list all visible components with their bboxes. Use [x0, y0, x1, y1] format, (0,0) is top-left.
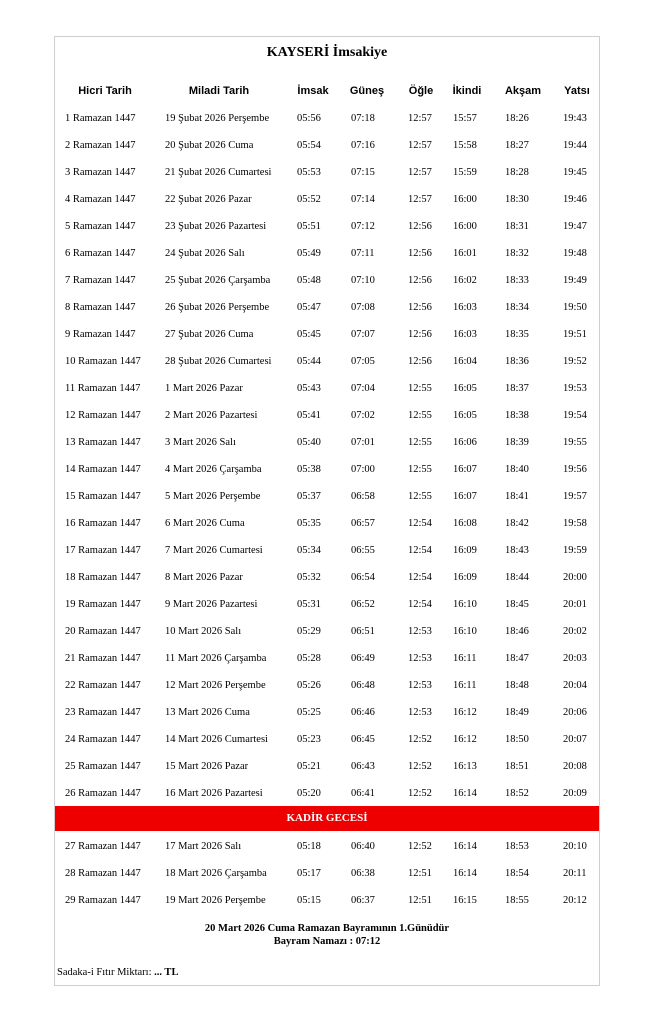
header-miladi: Miladi Tarih	[188, 85, 250, 97]
cell-aksam: 18:44	[505, 572, 529, 583]
cell-gunes: 06:48	[351, 680, 375, 691]
cell-gunes: 06:57	[351, 518, 375, 529]
cell-ogle: 12:55	[408, 491, 432, 502]
cell-miladi: 17 Mart 2026 Salı	[165, 841, 242, 852]
imsakiye-page	[54, 36, 600, 986]
cell-ikindi: 16:12	[453, 707, 477, 718]
cell-imsak: 05:54	[297, 140, 321, 151]
cell-imsak: 05:41	[297, 410, 321, 421]
cell-gunes: 06:46	[351, 707, 375, 718]
cell-ikindi: 16:11	[453, 653, 477, 664]
table-row	[55, 213, 599, 240]
cell-hicri: 22 Ramazan 1447	[65, 680, 141, 691]
cell-miladi: 6 Mart 2026 Cuma	[165, 518, 245, 529]
header-yatsi: Yatsı	[564, 85, 590, 97]
cell-aksam: 18:30	[505, 194, 529, 205]
cell-aksam: 18:54	[505, 868, 529, 879]
cell-imsak: 05:17	[297, 868, 321, 879]
cell-miladi: 23 Şubat 2026 Pazartesi	[165, 221, 267, 232]
cell-yatsi: 19:47	[563, 221, 587, 232]
cell-aksam: 18:47	[505, 653, 529, 664]
cell-gunes: 06:38	[351, 868, 375, 879]
cell-yatsi: 20:04	[563, 680, 587, 691]
cell-ogle: 12:52	[408, 788, 432, 799]
cell-ogle: 12:55	[408, 383, 432, 394]
table-row	[55, 618, 599, 645]
cell-miladi: 2 Mart 2026 Pazartesi	[165, 410, 258, 421]
cell-miladi: 13 Mart 2026 Cuma	[165, 707, 250, 718]
cell-yatsi: 19:43	[563, 113, 587, 124]
cell-imsak: 05:37	[297, 491, 321, 502]
cell-aksam: 18:46	[505, 626, 529, 637]
cell-hicri: 24 Ramazan 1447	[65, 734, 141, 745]
cell-miladi: 25 Şubat 2026 Çarşamba	[165, 275, 271, 286]
table-row	[55, 429, 599, 456]
cell-hicri: 16 Ramazan 1447	[65, 518, 141, 529]
cell-ikindi: 16:03	[453, 302, 477, 313]
cell-yatsi: 20:06	[563, 707, 587, 718]
cell-ogle: 12:57	[408, 113, 432, 124]
cell-ogle: 12:56	[408, 356, 432, 367]
cell-hicri: 21 Ramazan 1447	[65, 653, 141, 664]
cell-ikindi: 16:03	[453, 329, 477, 340]
cell-yatsi: 20:09	[563, 788, 587, 799]
cell-aksam: 18:27	[505, 140, 529, 151]
cell-gunes: 06:40	[351, 841, 375, 852]
cell-ogle: 12:56	[408, 248, 432, 259]
cell-hicri: 20 Ramazan 1447	[65, 626, 141, 637]
cell-aksam: 18:48	[505, 680, 529, 691]
cell-gunes: 07:10	[351, 275, 375, 286]
cell-aksam: 18:45	[505, 599, 529, 610]
cell-ikindi: 16:05	[453, 383, 477, 394]
cell-miladi: 4 Mart 2026 Çarşamba	[165, 464, 262, 475]
cell-miladi: 22 Şubat 2026 Pazar	[165, 194, 252, 205]
cell-ikindi: 16:10	[453, 626, 477, 637]
cell-imsak: 05:38	[297, 464, 321, 475]
cell-aksam: 18:41	[505, 491, 529, 502]
cell-gunes: 07:07	[351, 329, 375, 340]
cell-yatsi: 20:00	[563, 572, 587, 583]
cell-aksam: 18:42	[505, 518, 529, 529]
cell-aksam: 18:43	[505, 545, 529, 556]
cell-ikindi: 16:09	[453, 545, 477, 556]
cell-ogle: 12:51	[408, 868, 432, 879]
cell-gunes: 06:49	[351, 653, 375, 664]
cell-aksam: 18:35	[505, 329, 529, 340]
table-row	[55, 591, 599, 618]
cell-ogle: 12:52	[408, 841, 432, 852]
cell-hicri: 9 Ramazan 1447	[65, 329, 136, 340]
cell-hicri: 23 Ramazan 1447	[65, 707, 141, 718]
cell-imsak: 05:56	[297, 113, 321, 124]
cell-yatsi: 20:12	[563, 895, 587, 906]
cell-ogle: 12:57	[408, 194, 432, 205]
cell-ikindi: 16:10	[453, 599, 477, 610]
cell-gunes: 07:02	[351, 410, 375, 421]
cell-ikindi: 15:59	[453, 167, 477, 178]
cell-gunes: 07:16	[351, 140, 375, 151]
cell-ogle: 12:57	[408, 140, 432, 151]
cell-gunes: 06:54	[351, 572, 375, 583]
cell-imsak: 05:47	[297, 302, 321, 313]
cell-ogle: 12:54	[408, 518, 432, 529]
table-row	[55, 348, 599, 375]
cell-hicri: 11 Ramazan 1447	[65, 383, 141, 394]
table-row	[55, 456, 599, 483]
cell-ogle: 12:53	[408, 626, 432, 637]
cell-hicri: 18 Ramazan 1447	[65, 572, 141, 583]
table-row	[55, 159, 599, 186]
cell-ikindi: 16:00	[453, 194, 477, 205]
cell-gunes: 06:52	[351, 599, 375, 610]
cell-ogle: 12:53	[408, 707, 432, 718]
cell-imsak: 05:45	[297, 329, 321, 340]
table-row	[55, 483, 599, 510]
cell-imsak: 05:31	[297, 599, 321, 610]
cell-miladi: 3 Mart 2026 Salı	[165, 437, 236, 448]
cell-miladi: 26 Şubat 2026 Perşembe	[165, 302, 270, 313]
cell-imsak: 05:32	[297, 572, 321, 583]
cell-ogle: 12:55	[408, 410, 432, 421]
table-row	[55, 321, 599, 348]
cell-yatsi: 19:58	[563, 518, 587, 529]
cell-hicri: 1 Ramazan 1447	[65, 113, 136, 124]
cell-hicri: 17 Ramazan 1447	[65, 545, 141, 556]
cell-ikindi: 16:00	[453, 221, 477, 232]
cell-miladi: 7 Mart 2026 Cumartesi	[165, 545, 263, 556]
cell-ikindi: 16:07	[453, 491, 477, 502]
cell-yatsi: 19:55	[563, 437, 587, 448]
cell-hicri: 8 Ramazan 1447	[65, 302, 136, 313]
cell-aksam: 18:49	[505, 707, 529, 718]
cell-miladi: 5 Mart 2026 Perşembe	[165, 491, 261, 502]
cell-aksam: 18:34	[505, 302, 529, 313]
cell-imsak: 05:48	[297, 275, 321, 286]
cell-aksam: 18:55	[505, 895, 529, 906]
cell-yatsi: 19:53	[563, 383, 587, 394]
cell-yatsi: 19:51	[563, 329, 587, 340]
table-row	[55, 402, 599, 429]
cell-aksam: 18:32	[505, 248, 529, 259]
cell-yatsi: 19:57	[563, 491, 587, 502]
cell-hicri: 26 Ramazan 1447	[65, 788, 141, 799]
cell-yatsi: 19:48	[563, 248, 587, 259]
cell-ikindi: 16:02	[453, 275, 477, 286]
cell-ikindi: 16:04	[453, 356, 477, 367]
table-row	[55, 510, 599, 537]
cell-aksam: 18:36	[505, 356, 529, 367]
cell-miladi: 21 Şubat 2026 Cumartesi	[165, 167, 272, 178]
cell-hicri: 14 Ramazan 1447	[65, 464, 141, 475]
cell-ikindi: 16:15	[453, 895, 477, 906]
bayram-note: 20 Mart 2026 Cuma Ramazan Bayramının 1.Günüdür	[204, 923, 450, 934]
table-row	[55, 887, 599, 914]
cell-ogle: 12:57	[408, 167, 432, 178]
cell-ikindi: 15:58	[453, 140, 477, 151]
sadaka-label: Sadaka-i Fıtır Miktarı:	[57, 967, 152, 978]
cell-ikindi: 16:09	[453, 572, 477, 583]
table-row	[55, 833, 599, 860]
cell-ogle: 12:55	[408, 464, 432, 475]
cell-imsak: 05:18	[297, 841, 321, 852]
table-row	[55, 753, 599, 780]
table-row	[55, 726, 599, 753]
table-row	[55, 240, 599, 267]
cell-imsak: 05:44	[297, 356, 321, 367]
cell-imsak: 05:21	[297, 761, 321, 772]
cell-yatsi: 19:56	[563, 464, 587, 475]
cell-miladi: 12 Mart 2026 Perşembe	[165, 680, 266, 691]
cell-hicri: 7 Ramazan 1447	[65, 275, 136, 286]
cell-yatsi: 19:49	[563, 275, 587, 286]
cell-yatsi: 20:08	[563, 761, 587, 772]
table-row	[55, 672, 599, 699]
cell-imsak: 05:25	[297, 707, 321, 718]
cell-ikindi: 16:14	[453, 788, 477, 799]
table-row	[55, 105, 599, 132]
cell-miladi: 14 Mart 2026 Cumartesi	[165, 734, 268, 745]
cell-ogle: 12:56	[408, 329, 432, 340]
cell-gunes: 06:41	[351, 788, 375, 799]
cell-aksam: 18:31	[505, 221, 529, 232]
cell-yatsi: 20:02	[563, 626, 587, 637]
cell-hicri: 3 Ramazan 1447	[65, 167, 136, 178]
cell-miladi: 20 Şubat 2026 Cuma	[165, 140, 254, 151]
cell-gunes: 07:05	[351, 356, 375, 367]
cell-hicri: 4 Ramazan 1447	[65, 194, 136, 205]
cell-ikindi: 16:07	[453, 464, 477, 475]
cell-imsak: 05:28	[297, 653, 321, 664]
header-aksam: Akşam	[504, 85, 542, 97]
cell-miladi: 28 Şubat 2026 Cumartesi	[165, 356, 272, 367]
cell-aksam: 18:33	[505, 275, 529, 286]
cell-aksam: 18:50	[505, 734, 529, 745]
cell-hicri: 13 Ramazan 1447	[65, 437, 141, 448]
cell-aksam: 18:52	[505, 788, 529, 799]
sadaka-line	[57, 967, 178, 978]
cell-hicri: 19 Ramazan 1447	[65, 599, 141, 610]
cell-imsak: 05:15	[297, 895, 321, 906]
cell-ikindi: 16:08	[453, 518, 477, 529]
bayram-namazi: Bayram Namazı : 07:12	[273, 936, 381, 947]
cell-yatsi: 20:11	[563, 868, 587, 879]
cell-aksam: 18:51	[505, 761, 529, 772]
cell-yatsi: 19:45	[563, 167, 587, 178]
cell-imsak: 05:53	[297, 167, 321, 178]
cell-hicri: 25 Ramazan 1447	[65, 761, 141, 772]
cell-yatsi: 20:07	[563, 734, 587, 745]
cell-gunes: 06:43	[351, 761, 375, 772]
cell-yatsi: 19:59	[563, 545, 587, 556]
cell-miladi: 27 Şubat 2026 Cuma	[165, 329, 254, 340]
header-imsak: İmsak	[297, 85, 329, 97]
cell-miladi: 10 Mart 2026 Salı	[165, 626, 242, 637]
cell-hicri: 15 Ramazan 1447	[65, 491, 141, 502]
cell-gunes: 07:14	[351, 194, 375, 205]
cell-aksam: 18:28	[505, 167, 529, 178]
cell-imsak: 05:52	[297, 194, 321, 205]
cell-imsak: 05:23	[297, 734, 321, 745]
cell-miladi: 15 Mart 2026 Pazar	[165, 761, 249, 772]
cell-gunes: 07:11	[351, 248, 375, 259]
cell-imsak: 05:51	[297, 221, 321, 232]
cell-gunes: 07:18	[351, 113, 375, 124]
cell-ogle: 12:55	[408, 437, 432, 448]
cell-aksam: 18:38	[505, 410, 529, 421]
cell-ikindi: 16:14	[453, 868, 477, 879]
cell-gunes: 07:15	[351, 167, 375, 178]
cell-gunes: 06:51	[351, 626, 375, 637]
cell-gunes: 06:45	[351, 734, 375, 745]
table-row	[55, 564, 599, 591]
header-gunes: Güneş	[349, 85, 385, 97]
cell-gunes: 06:55	[351, 545, 375, 556]
table-row	[55, 699, 599, 726]
cell-miladi: 19 Mart 2026 Perşembe	[165, 895, 266, 906]
cell-aksam: 18:37	[505, 383, 529, 394]
table-row	[55, 132, 599, 159]
cell-hicri: 12 Ramazan 1447	[65, 410, 141, 421]
cell-aksam: 18:26	[505, 113, 529, 124]
cell-miladi: 18 Mart 2026 Çarşamba	[165, 868, 267, 879]
cell-miladi: 11 Mart 2026 Çarşamba	[165, 653, 267, 664]
cell-ogle: 12:56	[408, 221, 432, 232]
cell-ogle: 12:52	[408, 734, 432, 745]
cell-ikindi: 16:12	[453, 734, 477, 745]
cell-ikindi: 16:06	[453, 437, 477, 448]
cell-imsak: 05:43	[297, 383, 321, 394]
cell-yatsi: 20:10	[563, 841, 587, 852]
cell-ogle: 12:56	[408, 275, 432, 286]
cell-yatsi: 19:50	[563, 302, 587, 313]
table-row	[55, 645, 599, 672]
cell-gunes: 07:04	[351, 383, 375, 394]
cell-hicri: 2 Ramazan 1447	[65, 140, 136, 151]
table-row	[55, 186, 599, 213]
cell-imsak: 05:40	[297, 437, 321, 448]
cell-yatsi: 19:44	[563, 140, 587, 151]
header-ikindi: İkindi	[452, 85, 482, 97]
cell-miladi: 9 Mart 2026 Pazartesi	[165, 599, 258, 610]
header-hicri: Hicri Tarih	[78, 85, 132, 97]
table-row	[55, 375, 599, 402]
cell-ikindi: 15:57	[453, 113, 477, 124]
cell-hicri: 27 Ramazan 1447	[65, 841, 141, 852]
cell-imsak: 05:49	[297, 248, 321, 259]
cell-ikindi: 16:01	[453, 248, 477, 259]
cell-gunes: 07:01	[351, 437, 375, 448]
cell-imsak: 05:29	[297, 626, 321, 637]
table-row	[55, 860, 599, 887]
cell-ogle: 12:51	[408, 895, 432, 906]
cell-imsak: 05:26	[297, 680, 321, 691]
cell-hicri: 28 Ramazan 1447	[65, 868, 141, 879]
cell-ogle: 12:53	[408, 653, 432, 664]
table-row	[55, 537, 599, 564]
cell-ikindi: 16:14	[453, 841, 477, 852]
cell-miladi: 1 Mart 2026 Pazar	[165, 383, 243, 394]
page-title: KAYSERİ İmsakiye	[266, 45, 388, 60]
cell-hicri: 10 Ramazan 1447	[65, 356, 141, 367]
cell-ogle: 12:54	[408, 599, 432, 610]
cell-aksam: 18:53	[505, 841, 529, 852]
cell-ogle: 12:52	[408, 761, 432, 772]
cell-ogle: 12:54	[408, 545, 432, 556]
cell-aksam: 18:40	[505, 464, 529, 475]
cell-miladi: 24 Şubat 2026 Salı	[165, 248, 245, 259]
cell-ikindi: 16:05	[453, 410, 477, 421]
cell-gunes: 06:37	[351, 895, 375, 906]
cell-hicri: 6 Ramazan 1447	[65, 248, 136, 259]
table-row	[55, 267, 599, 294]
cell-yatsi: 19:52	[563, 356, 587, 367]
table-row	[55, 294, 599, 321]
sadaka-value: ... TL	[154, 967, 179, 978]
kadir-gecesi-banner: KADİR GECESİ	[55, 806, 599, 831]
cell-gunes: 07:12	[351, 221, 375, 232]
cell-gunes: 07:00	[351, 464, 375, 475]
cell-miladi: 19 Şubat 2026 Perşembe	[165, 113, 270, 124]
cell-ogle: 12:54	[408, 572, 432, 583]
cell-hicri: 5 Ramazan 1447	[65, 221, 136, 232]
cell-ogle: 12:53	[408, 680, 432, 691]
cell-yatsi: 20:01	[563, 599, 587, 610]
cell-gunes: 06:58	[351, 491, 375, 502]
cell-yatsi: 19:54	[563, 410, 587, 421]
cell-aksam: 18:39	[505, 437, 529, 448]
cell-imsak: 05:20	[297, 788, 321, 799]
header-ogle: Öğle	[408, 85, 434, 97]
cell-ikindi: 16:11	[453, 680, 477, 691]
cell-yatsi: 19:46	[563, 194, 587, 205]
cell-miladi: 8 Mart 2026 Pazar	[165, 572, 243, 583]
cell-ogle: 12:56	[408, 302, 432, 313]
table-row	[55, 780, 599, 807]
cell-yatsi: 20:03	[563, 653, 587, 664]
cell-miladi: 16 Mart 2026 Pazartesi	[165, 788, 263, 799]
cell-imsak: 05:35	[297, 518, 321, 529]
cell-hicri: 29 Ramazan 1447	[65, 895, 141, 906]
cell-imsak: 05:34	[297, 545, 321, 556]
cell-ikindi: 16:13	[453, 761, 477, 772]
cell-gunes: 07:08	[351, 302, 375, 313]
